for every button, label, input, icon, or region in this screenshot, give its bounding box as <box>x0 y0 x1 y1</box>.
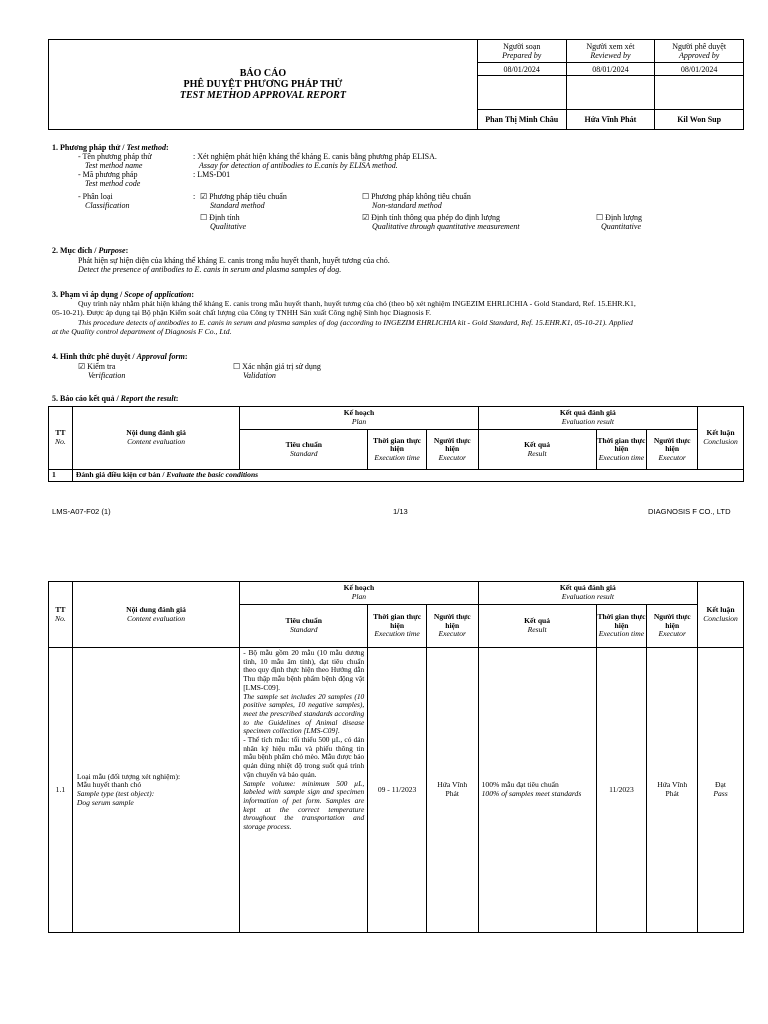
option-qual-through-quant-en: Qualitative through quantitative measurement <box>372 222 520 231</box>
row-1-1-conclusion: Đạt Pass <box>698 648 744 933</box>
footer-page-number: 1/13 <box>393 507 408 516</box>
test-method-name-value: : Xét nghiệm phát hiện kháng thể kháng E. canis bằng phương pháp ELISA. <box>193 152 437 161</box>
option-qual-through-quant: ☑ Định tính thông qua phép đo định lượng <box>362 213 500 222</box>
col-res-executor-header: Người thực hiện Executor <box>647 605 698 648</box>
approval-validation-en: Validation <box>243 371 276 380</box>
row-1-title: Đánh giá điều kiện cơ bản / Evaluate the basic conditions <box>72 470 743 482</box>
prepared-date: 08/01/2024 <box>477 63 566 76</box>
prepared-by-header: Người soạn Prepared by <box>477 40 566 63</box>
reviewed-date: 08/01/2024 <box>566 63 655 76</box>
col-conclusion-header: Kết luận Conclusion <box>698 582 744 648</box>
approved-date: 08/01/2024 <box>655 63 744 76</box>
approval-validation: ☐ Xác nhận giá trị sử dụng <box>233 362 321 371</box>
approved-name: Kil Won Sup <box>677 115 722 124</box>
row-1-1-result: 100% mẫu đạt tiêu chuẩn 100% of samples meet standards <box>478 648 596 933</box>
col-standard-header: Tiêu chuẩn Standard <box>240 605 368 648</box>
scope-text-line-1: Quy trình này nhằm phát hiện kháng thể kháng E. canis trong mẫu huyết thanh, huyết tương của chó (theo bộ xét nghiệm INGEZIM EHRLICHIA - Gold Standard, Ref. 15.EHR.K1, <box>78 299 636 308</box>
approved-by-header: Người phê duyệt Approved by <box>655 40 744 63</box>
col-res-time-header: Thời gian thực hiện Execution time <box>596 430 647 470</box>
table-row <box>49 648 744 933</box>
scope-text-line-2: 05-10-21). Được áp dụng tại Bộ phận Kiểm soát chất lượng của Công ty TNHH Sản xuất Công nghệ Sinh học Diagnosis F. <box>52 308 432 317</box>
col-executor-header: Người thực hiện Executor <box>426 430 478 470</box>
option-qualitative-en: Qualitative <box>210 222 246 231</box>
classification-label: - Phân loại <box>78 192 113 201</box>
row-1-1-res-time: 11/2023 <box>596 648 647 933</box>
col-no-header: TT No. <box>49 582 73 648</box>
title-line-3: TEST METHOD APPROVAL REPORT <box>179 90 346 101</box>
row-1-1-standard: - Bộ mẫu gồm 20 mẫu (10 mẫu dương tính, 10 mẫu âm tính), đạt tiêu chuẩn theo quy định thực hiện theo Hướng dẫn Thu thập mẫu bệnh phẩm bệnh động vật [LMS-C09]. The sample set includes 20 samples (10 positive samples, 10 negative samples), meet the prescribed standards according to the Guidelines of Animal disease specimen collection [LMS-C09]. - Thể tích mẫu: tối thiểu 500 µL, có dán nhãn ký hiệu mẫu và phiếu thông tin mẫu bệnh phẩm chó mèo. Mẫu được bảo quản đúng nhiệt độ trong suốt quá trình vận chuyển và bảo quản. Sample volume: minimum 500 µL, labeled with sample sign and specimen information of pet form. Samples are kept at the correct temperature throughout the transportation and storage process. <box>240 648 368 933</box>
section-4-title: 4. Hình thức phê duyệt / Approval form: <box>52 352 188 361</box>
col-standard-header: Tiêu chuẩn Standard <box>240 430 368 470</box>
col-content-header: Nội dung đánh giá Content evaluation <box>72 407 239 470</box>
reviewed-by-header: Người xem xét Reviewed by <box>566 40 655 63</box>
evaluation-group-header: Kết quả đánh giá Evaluation result <box>478 407 697 430</box>
row-1-1-no: 1.1 <box>49 648 73 933</box>
section-2-title: 2. Mục đích / Purpose: <box>52 246 129 255</box>
signature-area <box>655 76 744 130</box>
approval-verification: ☑ Kiểm tra <box>78 362 116 371</box>
option-quantitative-en: Quantitative <box>601 222 641 231</box>
col-executor-header: Người thực hiện Executor <box>426 605 478 648</box>
test-method-code-label-en: Test method code <box>85 179 141 188</box>
report-title-cell <box>49 40 478 130</box>
test-method-name-value-en: Assay for detection of antibodies to E.canis by ELISA method. <box>199 161 398 170</box>
test-method-name-label: - Tên phương pháp thử <box>78 152 152 161</box>
col-conclusion-header: Kết luận Conclusion <box>698 407 744 470</box>
col-result-header: Kết quả Result <box>478 605 596 648</box>
signature-area <box>566 76 655 130</box>
col-res-executor-header: Người thực hiện Executor <box>647 430 698 470</box>
report-header-table <box>48 39 744 130</box>
row-1-1-executor: Hứa Vĩnh Phát <box>426 648 478 933</box>
option-standard-method-en: Standard method <box>210 201 265 210</box>
classification-label-en: Classification <box>85 201 130 210</box>
section-1-title: 1. Phương pháp thử / Test method: <box>52 143 169 152</box>
row-1-1-content: Loại mẫu (đối tượng xét nghiệm): Mẫu huyết thanh chó Sample type (test object): Dog serum sample <box>72 648 239 933</box>
evaluation-group-header: Kết quả đánh giá Evaluation result <box>478 582 697 605</box>
test-method-name-label-en: Test method name <box>85 161 143 170</box>
section-5-title: 5. Báo cáo kết quả / Report the result: <box>52 394 179 403</box>
title-line-1: BÁO CÁO <box>239 68 287 79</box>
title-line-2: PHÊ DUYỆT PHƯƠNG PHÁP THỬ <box>183 79 343 90</box>
reviewed-name: Hứa Vĩnh Phát <box>584 115 637 124</box>
result-table-page-2 <box>48 581 744 933</box>
prepared-name: Phan Thị Minh Châu <box>485 115 559 124</box>
plan-group-header: Kế hoạch Plan <box>240 582 478 605</box>
col-no-header: TT No. <box>49 407 73 470</box>
footer-doc-code: LMS-A07-F02 (1) <box>52 507 111 516</box>
col-time-header: Thời gian thực hiện Execution time <box>368 605 427 648</box>
option-qualitative: ☐ Định tính <box>200 213 240 222</box>
option-nonstandard-method: ☐ Phương pháp không tiêu chuẩn <box>362 192 471 201</box>
plan-group-header: Kế hoạch Plan <box>240 407 478 430</box>
col-content-header: Nội dung đánh giá Content evaluation <box>72 582 239 648</box>
row-1-1-res-executor: Hứa Vĩnh Phát <box>647 648 698 933</box>
option-nonstandard-method-en: Non-standard method <box>372 201 442 210</box>
result-table-page-1 <box>48 406 744 482</box>
col-res-time-header: Thời gian thực hiện Execution time <box>596 605 647 648</box>
scope-text-line-3: This procedure detects of antibodies to E. canis in serum and plasma samples of dog (according to INGEZIM EHRLICHIA kit - Gold Standard, Ref. 15.EHR.K1, 05-10-21). Applied <box>78 318 633 327</box>
row-1-no: 1 <box>49 470 73 482</box>
row-1-1-time: 09 - 11/2023 <box>368 648 427 933</box>
purpose-text-en: Detect the presence of antibodies to E. canis in serum and plasma samples of dog. <box>78 265 342 274</box>
scope-text-line-4: at the Quality control department of Diagnosis F Co., Ltd. <box>52 327 232 336</box>
approval-verification-en: Verification <box>88 371 126 380</box>
col-time-header: Thời gian thực hiện Execution time <box>368 430 427 470</box>
option-quantitative: ☐ Định lượng <box>596 213 642 222</box>
signature-area <box>477 76 566 130</box>
test-method-code-label: - Mã phương pháp <box>78 170 138 179</box>
purpose-text: Phát hiện sự hiện diện của kháng thể kháng E. canis trong mẫu huyết thanh, huyết tương của chó. <box>78 256 390 265</box>
section-3-title: 3. Phạm vi áp dụng / Scope of application: <box>52 290 195 299</box>
option-standard-method: ☑ Phương pháp tiêu chuẩn <box>200 192 287 201</box>
test-method-code-value: : LMS-D01 <box>193 170 231 179</box>
footer-company: DIAGNOSIS F CO., LTD <box>648 507 731 516</box>
col-result-header: Kết quả Result <box>478 430 596 470</box>
